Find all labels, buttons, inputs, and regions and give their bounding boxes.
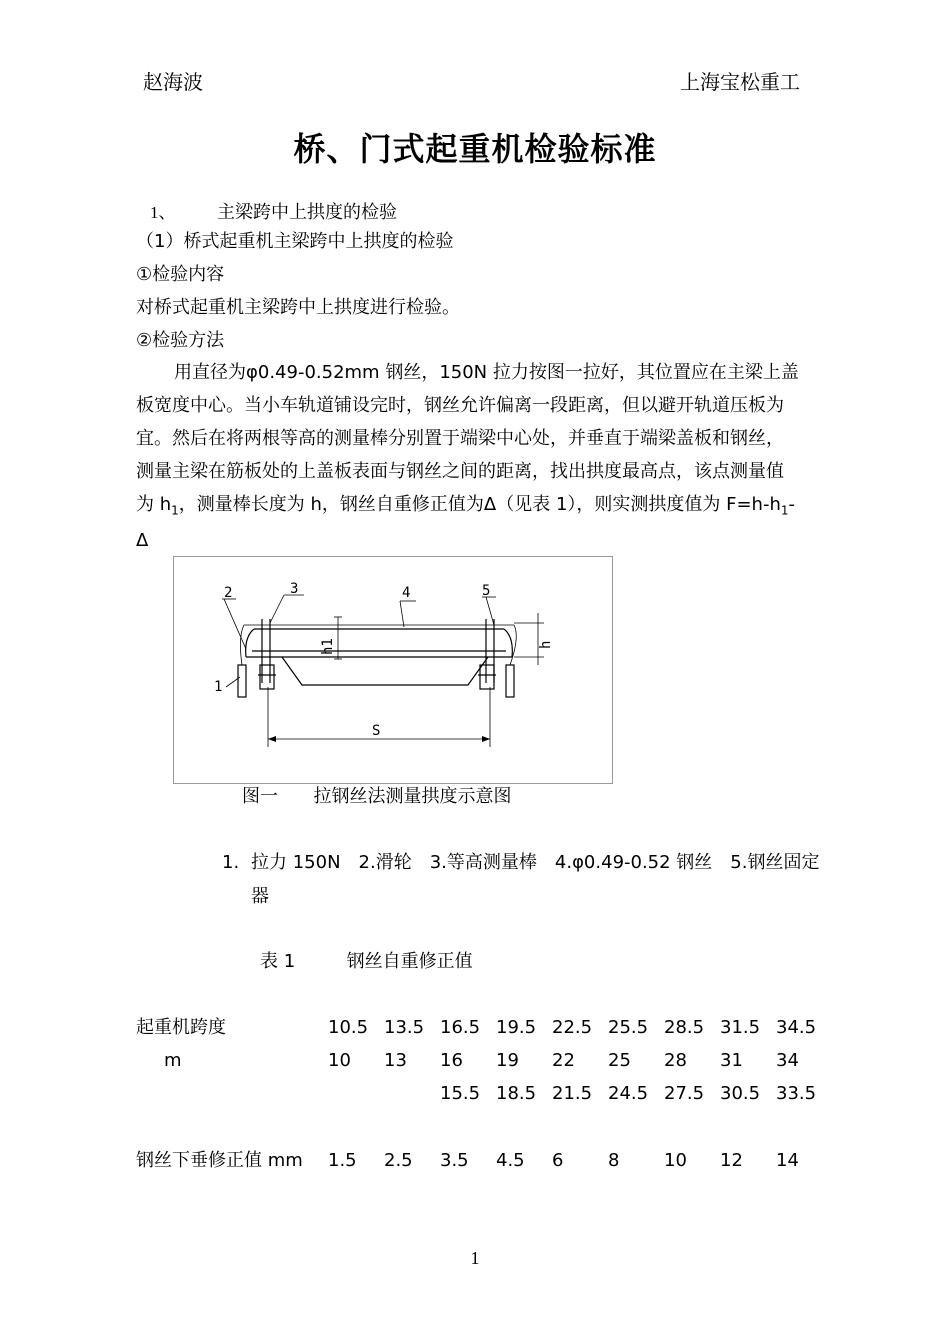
table-cell: 4.5	[496, 1150, 525, 1171]
method-line-6: Δ	[136, 529, 149, 551]
label-2: 2	[224, 585, 233, 601]
table-cell: 25.5	[608, 1017, 649, 1038]
header-author: 赵海波	[143, 72, 203, 94]
table-cell: 27.5	[664, 1083, 705, 1104]
table-caption-number: 表 1	[260, 951, 296, 972]
figure-frame	[173, 556, 613, 784]
label-4: 4	[402, 585, 411, 601]
figure-caption-number: 图一	[242, 786, 278, 807]
correction-row	[328, 1150, 832, 1172]
table-cell: 2.5	[384, 1150, 413, 1171]
method-line-4: 测量主梁在筋板处的上盖板表面与钢丝之间的距离，找出拱度最高点，该点测量值	[136, 461, 784, 482]
table-cell: 31.5	[720, 1017, 761, 1038]
table-cell: 13	[384, 1050, 407, 1071]
span-row-3	[328, 1083, 832, 1105]
table-cell: 8	[608, 1150, 620, 1171]
item1-label: ①检验内容	[136, 264, 225, 285]
section-title: 主梁跨中上拱度的检验	[216, 202, 397, 223]
table-cell: 25	[608, 1050, 631, 1071]
label-1: 1	[214, 679, 223, 695]
span-unit: m	[164, 1050, 182, 1071]
method-line-5	[136, 488, 826, 528]
table-cell: 19	[496, 1050, 519, 1071]
item1-text: 对桥式起重机主梁跨中上拱度进行检验。	[136, 297, 460, 318]
table-cell: 21.5	[552, 1083, 593, 1104]
header-company: 上海宝松重工	[680, 72, 800, 94]
table-cell: 19.5	[496, 1017, 537, 1038]
table-cell: 10.5	[328, 1017, 369, 1038]
table-cell: 31	[720, 1050, 743, 1071]
document-title: 桥、门式起重机检验标准	[293, 130, 657, 168]
right-pulley	[480, 665, 494, 689]
table-cell: 34.5	[776, 1017, 817, 1038]
section-number: 1、	[150, 203, 176, 222]
label-s: S	[372, 723, 381, 739]
table-cell: 16	[440, 1050, 463, 1071]
girder-bottom	[282, 657, 488, 685]
page-number: 1	[470, 1248, 480, 1268]
table-cell: 30.5	[720, 1083, 761, 1104]
legend-number: 1.	[222, 852, 240, 873]
table-cell	[328, 1083, 384, 1105]
label-h: h	[538, 640, 554, 649]
table-cell: 28	[664, 1050, 687, 1071]
item2-label: ②检验方法	[136, 330, 225, 351]
label-3: 3	[290, 581, 299, 597]
table-caption	[260, 951, 473, 973]
right-weight	[506, 665, 514, 697]
table-cell: 24.5	[608, 1083, 649, 1104]
span-label: 起重机跨度	[136, 1017, 226, 1038]
legend-line-1: 拉力 150N 2.滑轮 3.等高测量棒 4.φ0.49-0.52 钢丝 5.钢丝固定	[251, 852, 820, 873]
method-line-1: 用直径为φ0.49-0.52mm 钢丝，150N 拉力按图一拉好，其位置应在主梁上盖	[174, 362, 799, 383]
span-row-1	[328, 1017, 832, 1039]
wire-measurement-diagram	[174, 557, 612, 783]
method-line-3: 宜。然后在将两根等高的测量棒分别置于端梁中心处，并垂直于端梁盖板和钢丝，	[136, 428, 784, 449]
table-cell	[384, 1083, 440, 1105]
table-cell: 3.5	[440, 1150, 469, 1171]
section-heading	[150, 202, 397, 224]
table-cell: 34	[776, 1050, 799, 1071]
table-caption-text: 钢丝自重修正值	[346, 951, 473, 972]
table-cell: 6	[552, 1150, 564, 1171]
method-line-5-a: 为 h	[136, 494, 172, 515]
right-end-curve	[504, 629, 512, 657]
subscript-1a: 1	[171, 503, 179, 518]
table-cell: 10	[328, 1050, 351, 1071]
method-line-5-c: -	[788, 494, 796, 515]
left-weight	[238, 665, 246, 697]
table-cell: 12	[720, 1150, 743, 1171]
table-cell: 13.5	[384, 1017, 425, 1038]
table-cell: 22	[552, 1050, 575, 1071]
subsection-heading: （1）桥式起重机主梁跨中上拱度的检验	[136, 231, 454, 252]
label-5: 5	[482, 583, 491, 599]
figure-caption-text: 拉钢丝法测量拱度示意图	[313, 786, 512, 807]
method-line-2: 板宽度中心。当小车轨道铺设完时，钢丝允许偏离一段距离，但以避开轨道压板为	[136, 395, 784, 416]
span-row-2	[328, 1050, 832, 1072]
figure-caption	[242, 786, 511, 808]
table-cell: 10	[664, 1150, 687, 1171]
subscript-1b: 1	[780, 503, 789, 518]
label-h1: h1	[320, 638, 336, 655]
method-line-5-b: ，测量棒长度为 h，钢丝自重修正值为Δ（见表 1），则实测拱度值为 F=h-h	[178, 494, 781, 515]
table-cell: 14	[776, 1150, 799, 1171]
correction-label: 钢丝下垂修正值 mm	[136, 1150, 303, 1171]
table-cell: 15.5	[440, 1083, 481, 1104]
method-paragraph	[136, 356, 826, 557]
table-cell: 28.5	[664, 1017, 705, 1038]
table-cell: 22.5	[552, 1017, 593, 1038]
table-cell: 16.5	[440, 1017, 481, 1038]
table-cell: 33.5	[776, 1083, 817, 1104]
legend-line-2: 器	[251, 886, 269, 907]
table-cell: 18.5	[496, 1083, 537, 1104]
table-cell: 1.5	[328, 1150, 357, 1171]
left-end-curve	[246, 629, 254, 657]
